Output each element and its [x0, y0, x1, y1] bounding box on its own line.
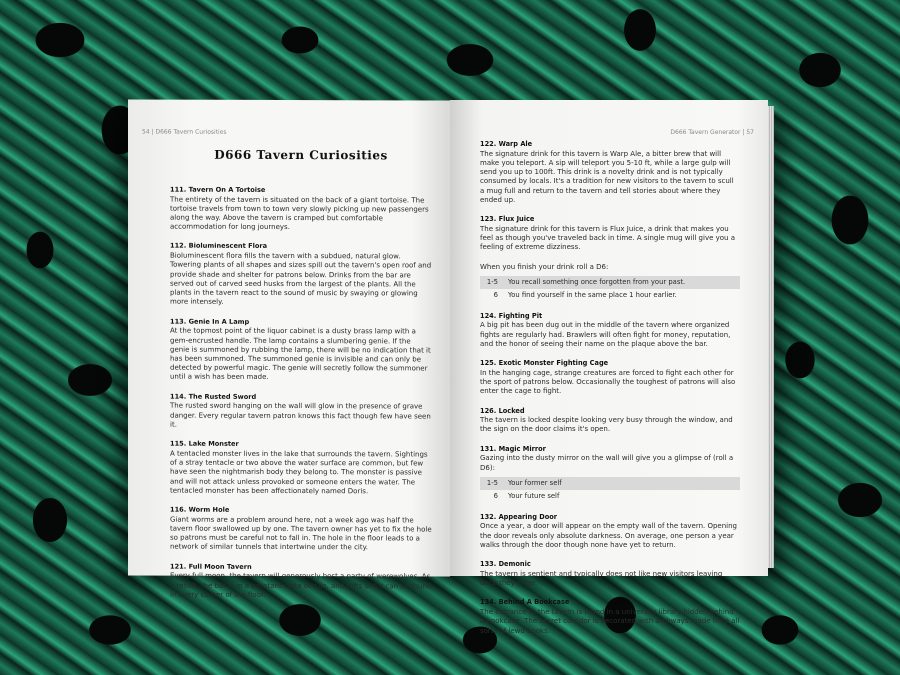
entry-text: The entrance to the tavern is found in a university library hidden behind a bookcase. The secret corridor is decorated with archways made from all sorts of lewd books.: [480, 608, 740, 635]
entry-125: [480, 359, 740, 396]
table-row: [480, 276, 740, 289]
entry-text: At the topmost point of the liquor cabinet is a dusty brass lamp with a gem-encrusted handle. The lamp contains a slumbering genie. If the genie is summoned by rubbing the lamp, there will be no indication that it has been summoned. The summoned genie is invisible and can only be detected by powerful magic. The genie will secretly follow the summoner until a wish has been made.: [170, 326, 431, 382]
entry-text: The signature drink for this tavern is Warp Ale, a bitter brew that will make you teleport. A sip will teleport you 5-10 ft, while a large gulp will send you up to 100ft. This drink is a novelty drink and is not typically consumed by locals. It's a tradition for new visitors to the tavern to scull a mug full and return to the tavern and tell stories about where they ended up.: [480, 149, 734, 204]
entry-text: Every full moon, the tavern will generously host a party of werewolves. As a result, the bar is in a constant state of ruin, and tufts of fur can be found in every corner of the floor.: [170, 571, 432, 599]
entry-heading: 111. Tavern On A Tortoise: [170, 185, 266, 194]
left-page: [128, 99, 450, 599]
entry-113: [170, 317, 432, 383]
table-row: [480, 490, 740, 503]
entry-text: A big pit has been dug out in the middle of the tavern where organized fights are regularly had. Brawlers will often fight for money, reputation, and the honor of seeing their name on the plaque above the bar.: [480, 321, 731, 348]
entry-heading: 121. Full Moon Tavern: [170, 562, 252, 571]
entry-heading: 115. Lake Monster: [170, 439, 239, 448]
entry-121: [170, 562, 432, 600]
entry-text: The signature drink for this tavern is Flux Juice, a drink that makes you feel as though you've traveled back in time. A single mug will give you a feeling of extreme dizziness.: [480, 224, 735, 252]
entry-text: The tavern is sentient and typically does not like new visitors leaving once they enter.: [480, 569, 723, 588]
entry-126: [480, 407, 740, 435]
entry-134: [480, 598, 740, 635]
result-cell: Your future self: [508, 491, 560, 500]
entry-heading: 123. Flux Juice: [480, 215, 535, 224]
right-page-content: [480, 140, 740, 646]
entry-114: [170, 392, 432, 430]
entry-122: [480, 140, 740, 205]
result-cell: You recall something once forgotten from your past.: [504, 276, 740, 289]
entry-heading: 125. Exotic Monster Fighting Cage: [480, 359, 609, 368]
mirror-roll-prompt: Gazing into the dusty mirror on the wall will give you a glimpse of (roll a D6):: [480, 454, 734, 472]
mirror-roll-table: [480, 477, 740, 503]
table-row: [480, 477, 740, 490]
left-running-header: 54 | D666 Tavern Curiosities: [142, 128, 227, 136]
entry-123: [480, 215, 740, 252]
entry-heading: 131. Magic Mirror: [480, 444, 546, 453]
entry-text: In the hanging cage, strange creatures are forced to fight each other for the sport of patrons below. Occasionally the toughest of patrons will also enter the cage to fight.: [480, 368, 736, 396]
entry-heading: 126. Locked: [480, 406, 525, 415]
entry-heading: 114. The Rusted Sword: [170, 392, 257, 401]
entry-112: [170, 242, 432, 308]
entry-heading: 133. Demonic: [480, 560, 531, 569]
entry-heading: 132. Appearing Door: [480, 512, 558, 521]
entry-text: Bioluminescent flora fills the tavern with a subdued, natural glow. Towering plants of all shapes and sizes spill out the tavern's open roof and provide shade and shelter for patrons below. Drinks from the bar are served out of carved seed husks from the largest of the plants. All the plants in the tavern react to the sound of music by swaying or glowing more intensely.: [170, 251, 432, 307]
entry-text: A tentacled monster lives in the lake that surrounds the tavern. Sightings of a stray tentacle or two above the water surface are common, but few have seen the nightmarish body they belong to. The monster is passive and will not attack unless provoked or someone enters the water. The tentacled monster has been affectionately named Doris.: [170, 449, 428, 496]
entry-heading: 124. Fighting Pit: [480, 311, 543, 320]
entry-heading: 113. Genie In A Lamp: [170, 317, 250, 326]
roll-cell: 1-5: [480, 477, 504, 490]
entry-text: Once a year, a door will appear on the empty wall of the tavern. Opening the door reveals only absolute darkness. On average, one person a year walks through the door though none have yet to return.: [480, 522, 737, 549]
chapter-title: D666 Tavern Curiosities: [214, 147, 388, 163]
flux-roll-table: [480, 276, 740, 302]
entry-111: [170, 185, 432, 233]
entry-116: [170, 506, 432, 554]
table-row: [480, 289, 740, 302]
result-cell: Your former self: [504, 477, 740, 490]
right-running-header: D666 Tavern Generator | 57: [670, 129, 754, 136]
entry-132: [480, 513, 740, 550]
entry-heading: 116. Worm Hole: [170, 505, 230, 514]
flux-roll-prompt: When you finish your drink roll a D6:: [480, 262, 609, 271]
entry-heading: 122. Warp Ale: [480, 140, 533, 148]
entry-heading: 112. Bioluminescent Flora: [170, 242, 268, 251]
entry-124: [480, 312, 740, 349]
entry-115: [170, 440, 432, 497]
entry-heading: 134. Behind A Bookcase: [480, 598, 570, 607]
entry-131: [480, 445, 740, 454]
right-page: [450, 100, 768, 635]
entry-text: The entirety of the tavern is situated on the back of a giant tortoise. The tortoise travels from town to town very slowly picking up new passengers along the way. Above the tavern is cramped but comfortable accommodation for long journeys.: [170, 195, 429, 232]
left-page-content: [170, 148, 432, 611]
entry-133: [480, 560, 740, 588]
roll-cell: 6: [493, 491, 498, 500]
roll-cell: 6: [493, 290, 498, 299]
entry-text: The rusted sword hanging on the wall will glow in the presence of grave danger. Every regular tavern patron knows this fact though few have seen it.: [170, 401, 431, 429]
roll-cell: 1-5: [480, 276, 504, 289]
result-cell: You find yourself in the same place 1 hour earlier.: [508, 290, 677, 299]
entry-text: The tavern is locked despite looking very busy through the window, and the sign on the door claims it's open.: [480, 416, 733, 434]
entry-text: Giant worms are a problem around here, not a week ago was half the tavern floor swallowed up by one. The tavern owner has yet to fix the hole so patrons must be careful not to fall in. The hole in the floor leads to a network of similar tunnels that intertwine under the city.: [170, 515, 432, 552]
